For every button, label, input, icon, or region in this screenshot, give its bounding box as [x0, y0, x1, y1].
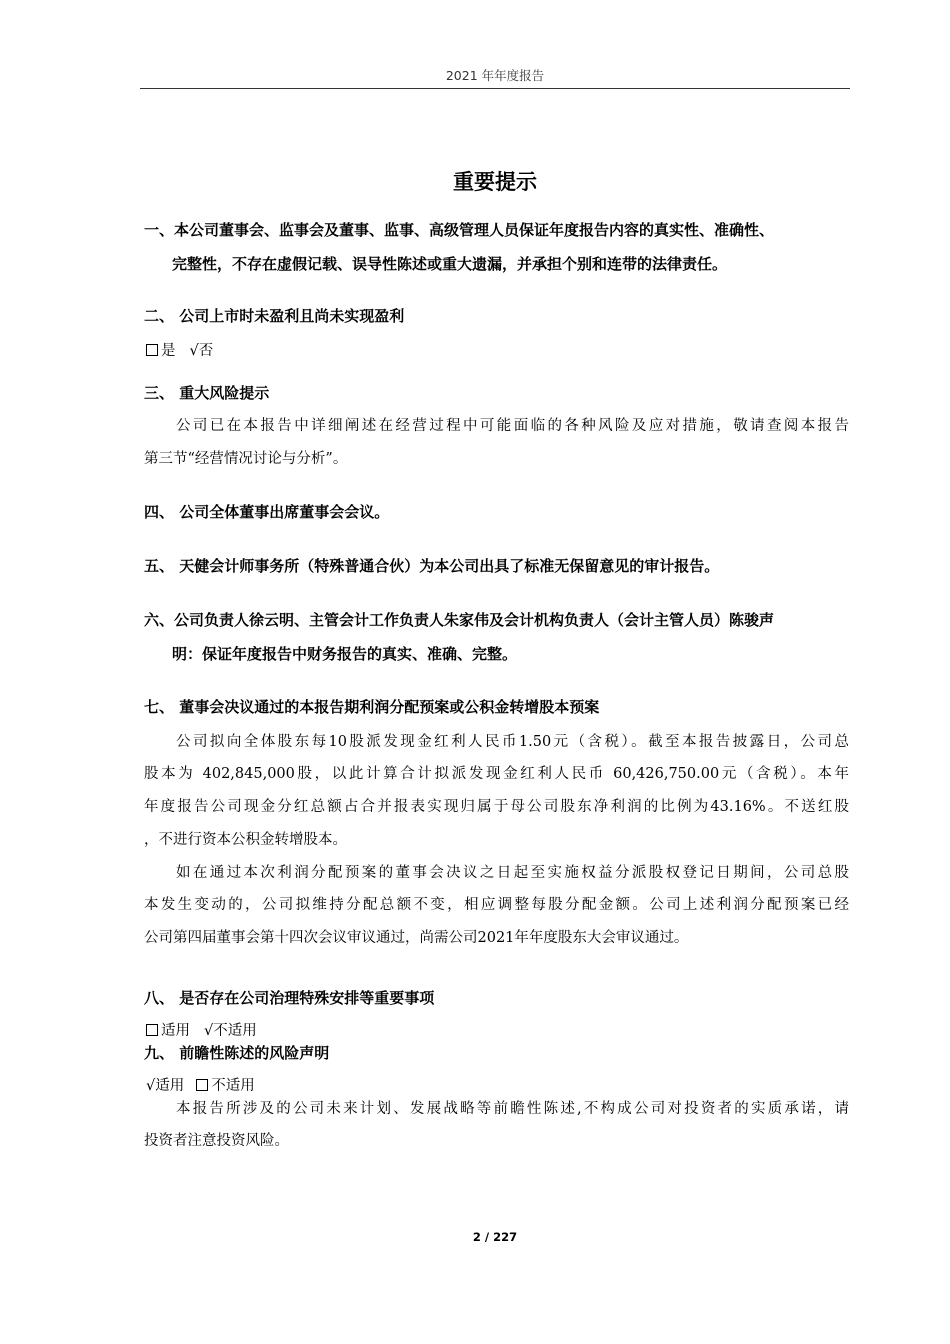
section-7-para-1-line-3: 年度报告公司现金分红总额占合并报表实现归属于母公司股东净利润的比例为43.16%。不送红股 — [144, 799, 849, 815]
running-header: 2021 年年度报告 — [445, 68, 545, 83]
option-applicable-label: 适用 — [161, 1023, 190, 1039]
option-applicable-label: √适用 — [146, 1078, 185, 1094]
section-3-line-2: 第三节“经营情况讨论与分析”。 — [144, 451, 348, 467]
checkbox-unchecked-icon — [196, 1079, 208, 1091]
section-7-para-2-line-3: 公司第四届董事会第十四次会议审议通过，尚需公司2021年年度股东大会审议通过。 — [144, 930, 689, 946]
section-2-options — [146, 339, 213, 360]
section-1-line-1: 一、本公司董事会、监事会及董事、监事、高级管理人员保证年度报告内容的真实性、准确性、 — [144, 221, 775, 239]
section-6-line-1: 六、公司负责人徐云明、主管会计工作负责人朱家伟及会计机构负责人（会计主管人员）陈骏声 — [144, 611, 775, 629]
section-8-heading: 八、 是否存在公司治理特殊安排等重要事项 — [144, 989, 435, 1007]
section-7-para-1-line-2: 股本为 402,845,000股，以此计算合计拟派发现金红利人民币 60,426,750.00元（含税）。本年 — [144, 766, 849, 782]
section-7-para-1-line-1: 公司拟向全体股东每10股派发现金红利人民币1.50元（含税）。截至本报告披露日，公司总 — [176, 734, 849, 750]
section-8-options — [146, 1019, 257, 1040]
section-7-para-1-line-4: ，不进行资本公积金转增股本。 — [144, 832, 347, 848]
checkbox-unchecked-icon — [146, 1024, 158, 1036]
section-1-line-2: 完整性，不存在虚假记载、误导性陈述或重大遗漏，并承担个别和连带的法律责任。 — [172, 255, 728, 273]
section-3-heading: 三、 重大风险提示 — [144, 384, 270, 402]
section-7-para-2-line-2: 本发生变动的，公司拟维持分配总额不变，相应调整每股分配金额。公司上述利润分配预案已经 — [144, 897, 849, 913]
section-9-line-1: 本报告所涉及的公司未来计划、发展战略等前瞻性陈述,不构成公司对投资者的实质承诺，请 — [176, 1101, 849, 1117]
section-3-line-1: 公司已在本报告中详细阐述在经营过程中可能面临的各种风险及应对措施，敬请查阅本报告 — [176, 418, 849, 434]
section-9-options — [146, 1074, 255, 1095]
checkbox-unchecked-icon — [146, 344, 158, 356]
section-4-heading: 四、 公司全体董事出席董事会会议。 — [144, 503, 390, 521]
page-title: 重要提示 — [453, 170, 537, 194]
page-number: 2 / 227 — [472, 1230, 518, 1244]
section-7-heading: 七、 董事会决议通过的本报告期利润分配预案或公积金转增股本预案 — [144, 698, 600, 716]
option-no-label: √否 — [189, 343, 214, 359]
header-rule — [140, 88, 850, 89]
section-6-line-2: 明：保证年度报告中财务报告的真实、准确、完整。 — [172, 645, 518, 663]
section-2-heading: 二、 公司上市时未盈利且尚未实现盈利 — [144, 307, 405, 325]
option-not-applicable-label: 不适用 — [211, 1078, 255, 1094]
section-5-heading: 五、 天健会计师事务所（特殊普通合伙）为本公司出具了标准无保留意见的审计报告。 — [144, 557, 720, 575]
option-not-applicable-label: √不适用 — [204, 1023, 257, 1039]
section-9-heading: 九、 前瞻性陈述的风险声明 — [144, 1044, 330, 1062]
option-yes-label: 是 — [161, 343, 176, 359]
section-9-line-2: 投资者注意投资风险。 — [144, 1133, 289, 1149]
section-7-para-2-line-1: 如在通过本次利润分配预案的董事会决议之日起至实施权益分派股权登记日期间，公司总股 — [176, 865, 849, 881]
